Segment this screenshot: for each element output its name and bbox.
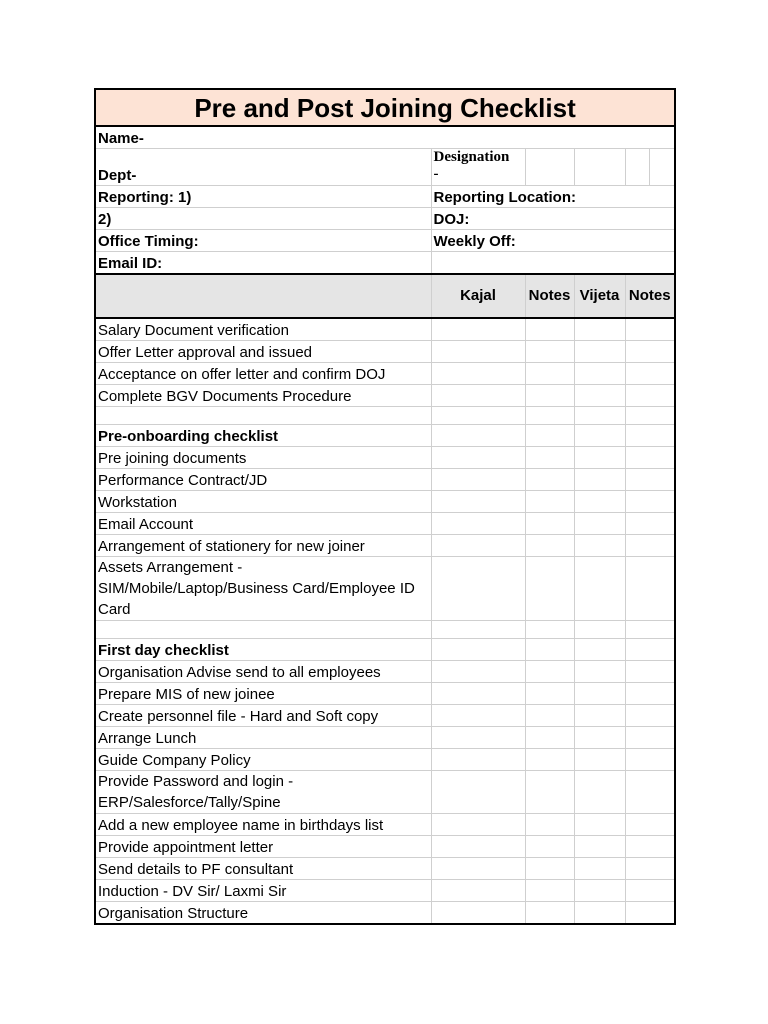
vijeta-check-cell[interactable] (574, 814, 625, 836)
kajal-check-cell[interactable] (431, 858, 525, 880)
spacer-row (95, 621, 675, 639)
vijeta-check-cell[interactable] (574, 880, 625, 902)
checklist-item-label: Pre joining documents (95, 447, 431, 469)
kajal-check-cell[interactable] (431, 469, 525, 491)
vijeta-notes-cell[interactable] (625, 661, 675, 683)
checklist-row (95, 705, 675, 727)
designation-cell[interactable] (625, 149, 649, 186)
checklist-item-label: Offer Letter approval and issued (95, 341, 431, 363)
checklist-row (95, 727, 675, 749)
vijeta-check-cell[interactable] (574, 727, 625, 749)
checklist-item-label: Email Account (95, 513, 431, 535)
reporting-2-field[interactable]: 2) (95, 208, 431, 230)
checklist-item-label: Acceptance on offer letter and confirm DOJ (95, 363, 431, 385)
checklist-row (95, 880, 675, 902)
kajal-check-cell[interactable] (431, 341, 525, 363)
kajal-check-cell[interactable] (431, 639, 525, 661)
column-header-notes-2: Notes (625, 274, 675, 318)
designation-cell[interactable] (525, 149, 574, 186)
checklist-row (95, 469, 675, 491)
section-heading-row (95, 639, 675, 661)
vijeta-check-cell[interactable] (574, 661, 625, 683)
kajal-check-cell[interactable] (431, 902, 525, 925)
checklist-item-label: Create personnel file - Hard and Soft copy (95, 705, 431, 727)
checklist-row (95, 513, 675, 535)
kajal-notes-cell[interactable] (525, 661, 574, 683)
vijeta-notes-cell[interactable] (625, 880, 675, 902)
vijeta-check-cell[interactable] (574, 639, 625, 661)
vijeta-check-cell[interactable] (574, 363, 625, 385)
kajal-notes-cell[interactable] (525, 513, 574, 535)
vijeta-check-cell[interactable] (574, 858, 625, 880)
checklist-row (95, 363, 675, 385)
vijeta-check-cell[interactable] (574, 407, 625, 425)
email-field[interactable]: Email ID: (95, 252, 431, 275)
doj-field[interactable]: DOJ: (431, 208, 675, 230)
checklist-item-label: Workstation (95, 491, 431, 513)
kajal-notes-cell[interactable] (525, 683, 574, 705)
vijeta-notes-cell[interactable] (625, 318, 675, 341)
spacer-row (95, 407, 675, 425)
empty-cell (95, 621, 431, 639)
checklist-row (95, 749, 675, 771)
checklist-row (95, 771, 675, 814)
kajal-notes-cell[interactable] (525, 621, 574, 639)
kajal-check-cell[interactable] (431, 491, 525, 513)
vijeta-check-cell[interactable] (574, 535, 625, 557)
vijeta-check-cell[interactable] (574, 469, 625, 491)
vijeta-notes-cell[interactable] (625, 836, 675, 858)
vijeta-notes-cell[interactable] (625, 621, 675, 639)
vijeta-check-cell[interactable] (574, 491, 625, 513)
vijeta-notes-cell[interactable] (625, 727, 675, 749)
kajal-notes-cell[interactable] (525, 535, 574, 557)
checklist-row (95, 535, 675, 557)
kajal-notes-cell[interactable] (525, 639, 574, 661)
vijeta-notes-cell[interactable] (625, 705, 675, 727)
empty-cell (95, 407, 431, 425)
vijeta-notes-cell[interactable] (625, 513, 675, 535)
kajal-notes-cell[interactable] (525, 491, 574, 513)
vijeta-check-cell[interactable] (574, 749, 625, 771)
kajal-check-cell[interactable] (431, 557, 525, 621)
section-heading: Pre-onboarding checklist (95, 425, 431, 447)
vijeta-check-cell[interactable] (574, 902, 625, 925)
vijeta-check-cell[interactable] (574, 385, 625, 407)
reporting-1-field[interactable]: Reporting: 1) (95, 186, 431, 208)
kajal-check-cell[interactable] (431, 513, 525, 535)
column-header-notes: Notes (525, 274, 574, 318)
kajal-check-cell[interactable] (431, 535, 525, 557)
checklist-row (95, 858, 675, 880)
checklist-row (95, 385, 675, 407)
column-header-kajal: Kajal (431, 274, 525, 318)
vijeta-notes-cell[interactable] (625, 385, 675, 407)
kajal-notes-cell[interactable] (525, 727, 574, 749)
kajal-check-cell[interactable] (431, 749, 525, 771)
vijeta-check-cell[interactable] (574, 621, 625, 639)
kajal-notes-cell[interactable] (525, 771, 574, 814)
kajal-check-cell[interactable] (431, 880, 525, 902)
kajal-notes-cell[interactable] (525, 836, 574, 858)
kajal-notes-cell[interactable] (525, 469, 574, 491)
checklist-item-label: Provide Password and login - ERP/Salesforce/Tally/Spine (95, 771, 431, 814)
vijeta-notes-cell[interactable] (625, 858, 675, 880)
checklist-item-label: Add a new employee name in birthdays list (95, 814, 431, 836)
checklist-row (95, 814, 675, 836)
kajal-notes-cell[interactable] (525, 318, 574, 341)
weekly-off-field[interactable]: Weekly Off: (431, 230, 675, 252)
vijeta-check-cell[interactable] (574, 513, 625, 535)
vijeta-notes-cell[interactable] (625, 814, 675, 836)
vijeta-check-cell[interactable] (574, 341, 625, 363)
kajal-notes-cell[interactable] (525, 858, 574, 880)
checklist-item-label: Assets Arrangement - SIM/Mobile/Laptop/Business Card/Employee ID Card (95, 557, 431, 621)
kajal-check-cell[interactable] (431, 425, 525, 447)
section-heading-row (95, 425, 675, 447)
kajal-check-cell[interactable] (431, 363, 525, 385)
checklist-item-label: Arrangement of stationery for new joiner (95, 535, 431, 557)
kajal-notes-cell[interactable] (525, 705, 574, 727)
vijeta-notes-cell[interactable] (625, 902, 675, 925)
checklist-item-label: Send details to PF consultant (95, 858, 431, 880)
vijeta-notes-cell[interactable] (625, 749, 675, 771)
kajal-check-cell[interactable] (431, 683, 525, 705)
checklist-item-label: Arrange Lunch (95, 727, 431, 749)
checklist-row (95, 661, 675, 683)
vijeta-check-cell[interactable] (574, 771, 625, 814)
office-timing-field[interactable]: Office Timing: (95, 230, 431, 252)
kajal-notes-cell[interactable] (525, 425, 574, 447)
kajal-check-cell[interactable] (431, 407, 525, 425)
kajal-check-cell[interactable] (431, 661, 525, 683)
vijeta-check-cell[interactable] (574, 425, 625, 447)
vijeta-notes-cell[interactable] (625, 557, 675, 621)
checklist-item-label: Prepare MIS of new joinee (95, 683, 431, 705)
kajal-check-cell[interactable] (431, 447, 525, 469)
designation-cell[interactable] (574, 149, 625, 186)
vijeta-notes-cell[interactable] (625, 469, 675, 491)
kajal-check-cell[interactable] (431, 705, 525, 727)
kajal-check-cell[interactable] (431, 727, 525, 749)
checklist-item-label: Induction - DV Sir/ Laxmi Sir (95, 880, 431, 902)
vijeta-notes-cell[interactable] (625, 683, 675, 705)
vijeta-notes-cell[interactable] (625, 771, 675, 814)
checklist-row (95, 341, 675, 363)
kajal-check-cell[interactable] (431, 814, 525, 836)
vijeta-notes-cell[interactable] (625, 535, 675, 557)
vijeta-check-cell[interactable] (574, 683, 625, 705)
checklist-row (95, 557, 675, 621)
header-blank (95, 274, 431, 318)
checklist-item-label: Guide Company Policy (95, 749, 431, 771)
checklist-table (94, 88, 676, 925)
kajal-notes-cell[interactable] (525, 341, 574, 363)
designation-cell[interactable] (649, 149, 675, 186)
kajal-notes-cell[interactable] (525, 447, 574, 469)
kajal-check-cell[interactable] (431, 385, 525, 407)
checklist-item-label: Organisation Advise send to all employees (95, 661, 431, 683)
checklist-item-label: Performance Contract/JD (95, 469, 431, 491)
vijeta-check-cell[interactable] (574, 447, 625, 469)
kajal-notes-cell[interactable] (525, 902, 574, 925)
checklist-row (95, 491, 675, 513)
vijeta-notes-cell[interactable] (625, 491, 675, 513)
reporting-location-field[interactable]: Reporting Location: (431, 186, 675, 208)
kajal-notes-cell[interactable] (525, 814, 574, 836)
kajal-notes-cell[interactable] (525, 557, 574, 621)
vijeta-check-cell[interactable] (574, 318, 625, 341)
checklist-row (95, 318, 675, 341)
checklist-item-label: Organisation Structure (95, 902, 431, 925)
checklist-row (95, 683, 675, 705)
page-title: Pre and Post Joining Checklist (95, 89, 675, 126)
kajal-notes-cell[interactable] (525, 749, 574, 771)
section-heading: First day checklist (95, 639, 431, 661)
checklist-row (95, 902, 675, 925)
dept-field[interactable]: Dept- (95, 149, 431, 186)
kajal-check-cell[interactable] (431, 836, 525, 858)
name-field[interactable]: Name- (95, 126, 675, 149)
checklist-item-label: Salary Document verification (95, 318, 431, 341)
checklist-body (95, 318, 675, 924)
vijeta-check-cell[interactable] (574, 836, 625, 858)
kajal-notes-cell[interactable] (525, 407, 574, 425)
vijeta-notes-cell[interactable] (625, 407, 675, 425)
kajal-notes-cell[interactable] (525, 385, 574, 407)
kajal-notes-cell[interactable] (525, 880, 574, 902)
kajal-check-cell[interactable] (431, 771, 525, 814)
vijeta-notes-cell[interactable] (625, 341, 675, 363)
vijeta-check-cell[interactable] (574, 705, 625, 727)
checklist-row (95, 836, 675, 858)
vijeta-check-cell[interactable] (574, 557, 625, 621)
vijeta-notes-cell[interactable] (625, 447, 675, 469)
vijeta-notes-cell[interactable] (625, 425, 675, 447)
checklist-item-label: Complete BGV Documents Procedure (95, 385, 431, 407)
vijeta-notes-cell[interactable] (625, 639, 675, 661)
kajal-notes-cell[interactable] (525, 363, 574, 385)
kajal-check-cell[interactable] (431, 621, 525, 639)
designation-label: Designation - (431, 149, 525, 186)
vijeta-notes-cell[interactable] (625, 363, 675, 385)
column-header-vijeta: Vijeta (574, 274, 625, 318)
email-extra-cell[interactable] (431, 252, 675, 275)
checklist-item-label: Provide appointment letter (95, 836, 431, 858)
kajal-check-cell[interactable] (431, 318, 525, 341)
checklist-row (95, 447, 675, 469)
